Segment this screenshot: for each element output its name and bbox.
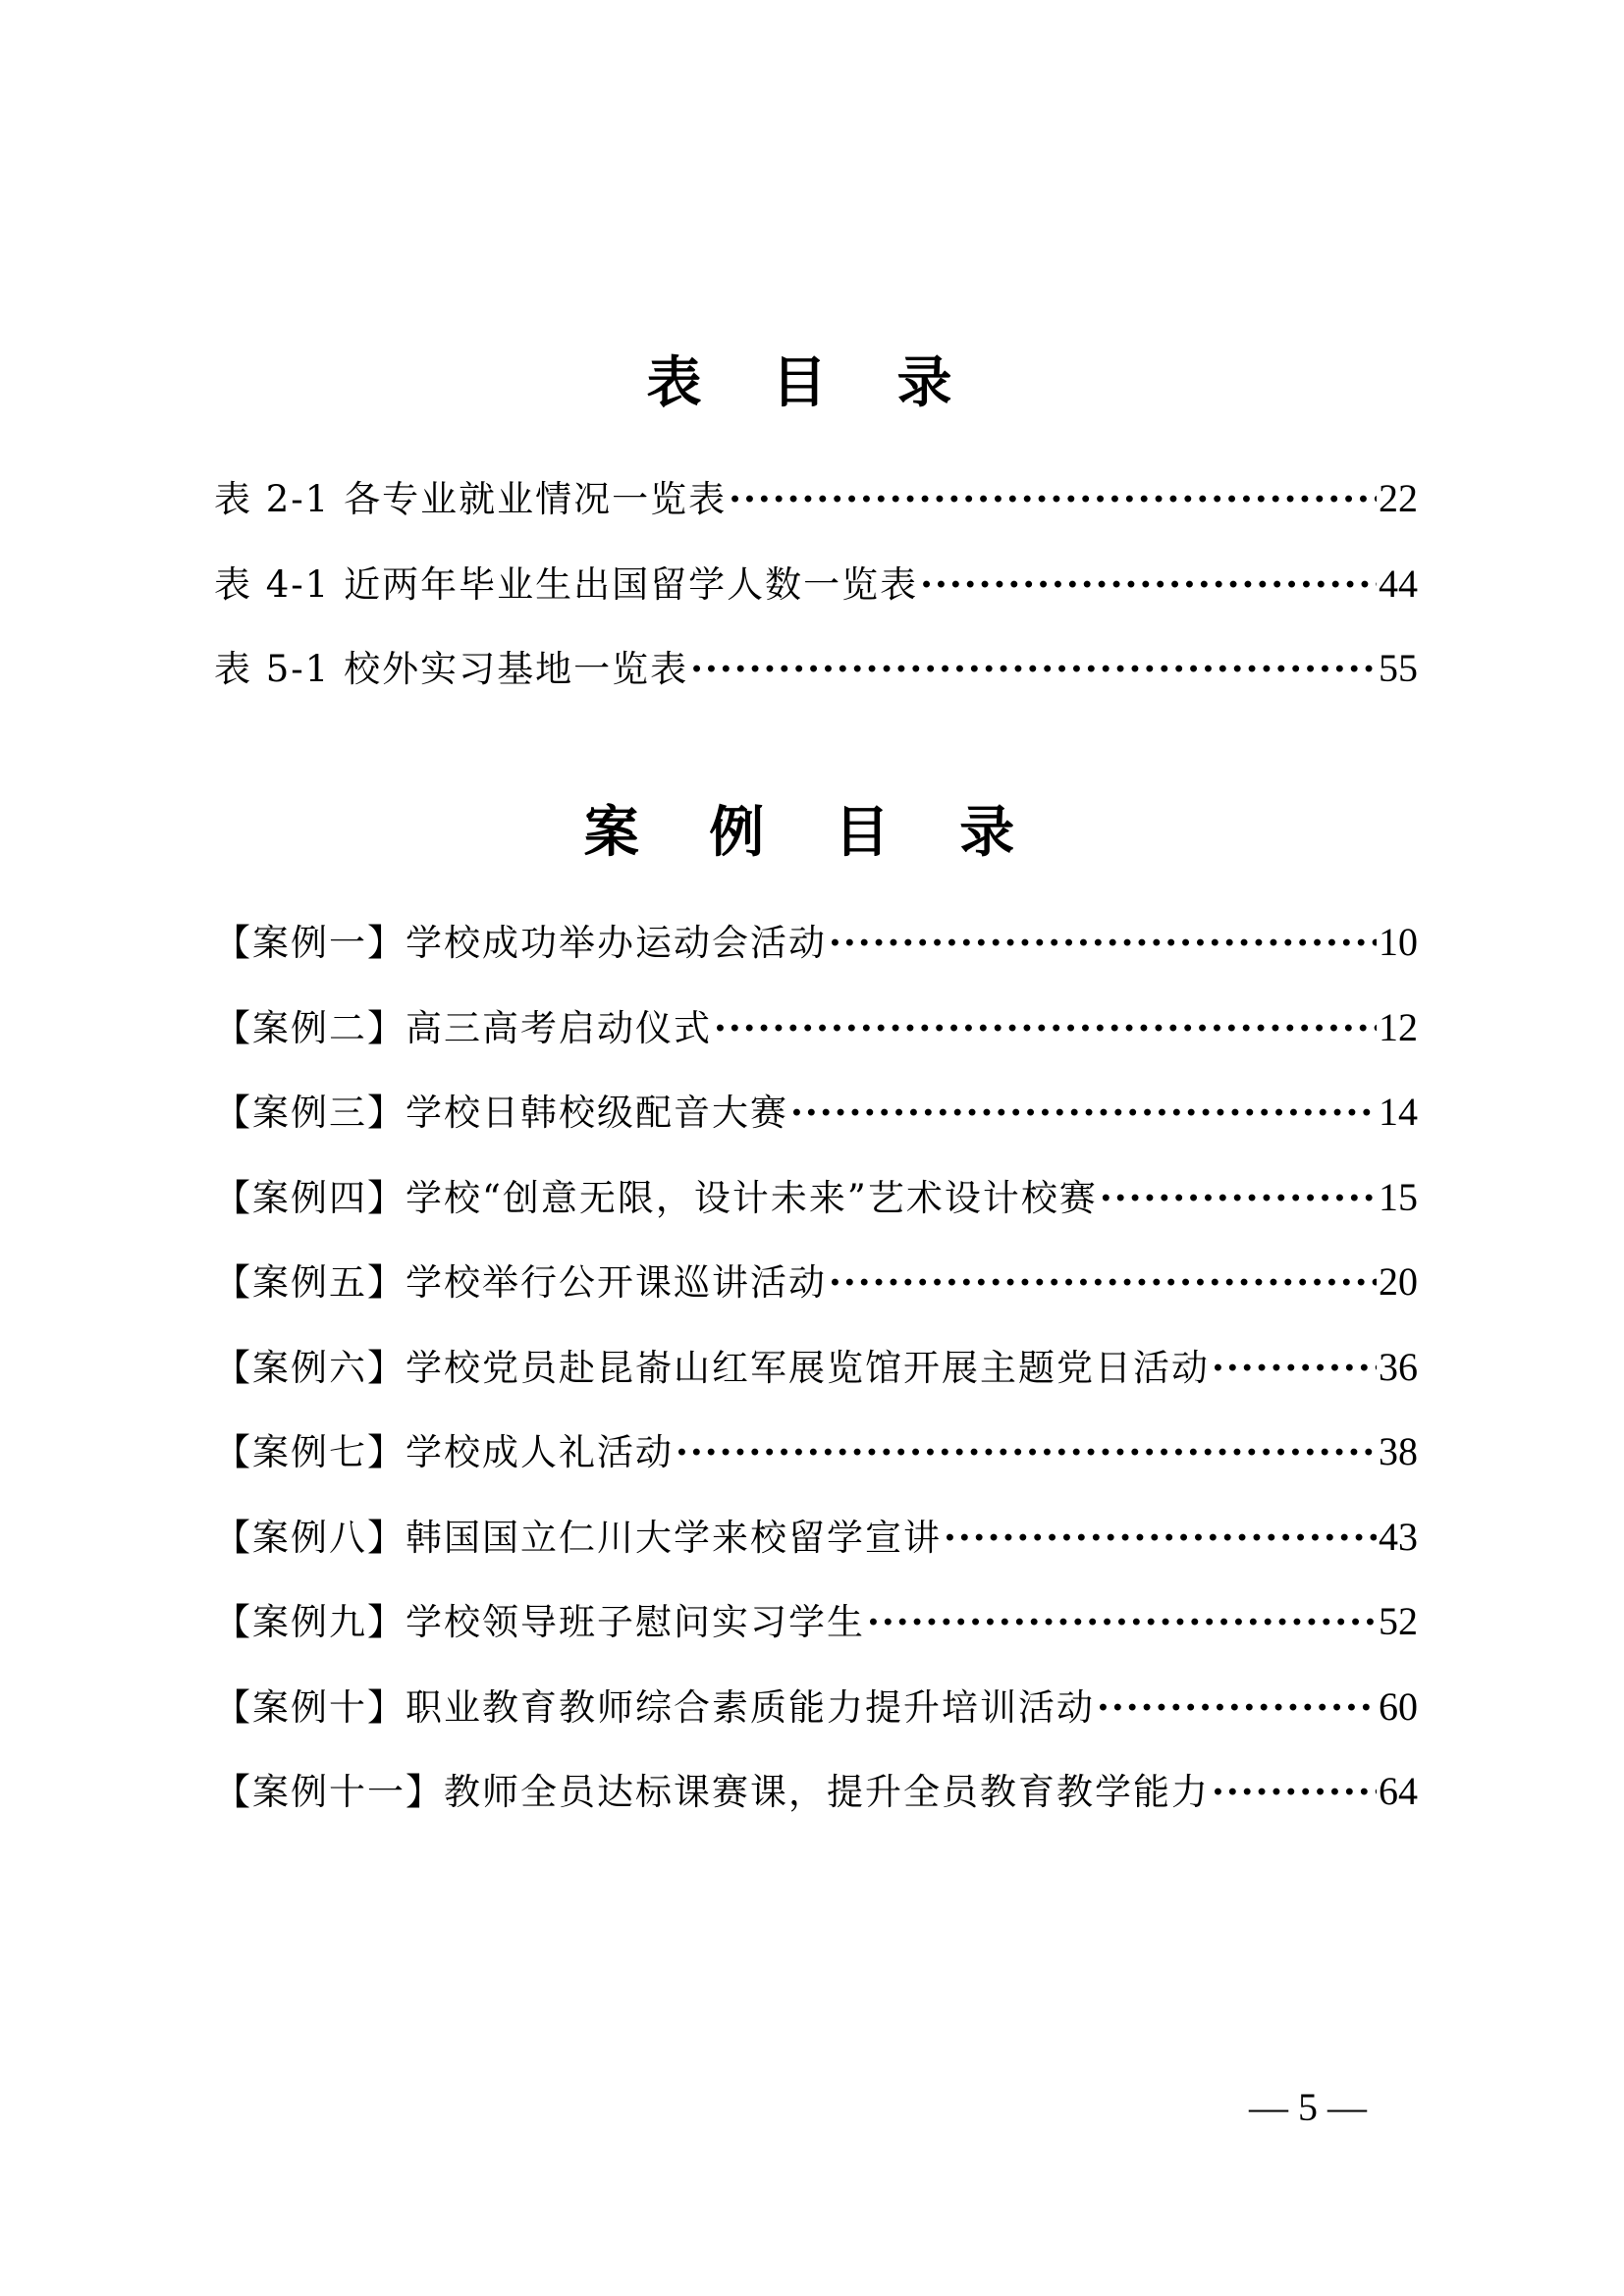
toc-entry-label: 【案例二】高三高考启动仪式 (214, 1006, 712, 1049)
tables-toc-title: 表 目 录 (646, 350, 978, 415)
dot-leader (1212, 1762, 1377, 1821)
toc-entry-case-5[interactable] (214, 1253, 1418, 1338)
toc-entry-case-7[interactable] (214, 1422, 1418, 1508)
toc-entry-page: 10 (1379, 920, 1418, 964)
toc-entry-label: 【案例七】学校成人礼活动 (214, 1431, 674, 1473)
toc-entry-label: 表 4-1 近两年毕业生出国留学人数一览表 (214, 562, 919, 606)
toc-entry-case-1[interactable] (214, 913, 1418, 998)
dot-leader (690, 639, 1377, 698)
toc-entry-page: 55 (1379, 646, 1418, 690)
dot-leader (920, 555, 1377, 614)
toc-entry-label: 【案例十】职业教育教师综合素质能力提升培训活动 (214, 1685, 1095, 1729)
toc-entry-case-6[interactable] (214, 1338, 1418, 1423)
toc-entry-label: 【案例三】学校日韩校级配音大赛 (214, 1092, 788, 1134)
dot-leader (676, 1422, 1377, 1481)
toc-entry-page: 64 (1379, 1769, 1418, 1813)
toc-entry-label: 表 5-1 校外实习基地一览表 (214, 648, 689, 690)
dot-leader (867, 1592, 1377, 1651)
dot-leader (829, 913, 1377, 972)
toc-entry-page: 43 (1379, 1514, 1418, 1559)
toc-entry-case-3[interactable] (214, 1083, 1418, 1168)
toc-entry-case-4[interactable] (214, 1168, 1418, 1254)
toc-entry-label: 【案例十一】教师全员达标课赛课，提升全员教育教学能力 (214, 1771, 1210, 1813)
page-number: — 5 — (1249, 2085, 1367, 2129)
toc-entry-table-2-1[interactable] (214, 469, 1418, 555)
toc-entry-label: 【案例八】韩国国立仁川大学来校留学宣讲 (214, 1516, 942, 1559)
toc-entry-case-11[interactable] (214, 1762, 1418, 1847)
toc-entry-case-8[interactable] (214, 1508, 1418, 1593)
toc-entry-label: 【案例一】学校成功举办运动会活动 (214, 922, 827, 964)
dot-leader (714, 998, 1377, 1057)
toc-entry-page: 38 (1379, 1429, 1418, 1473)
dot-leader (944, 1508, 1377, 1567)
toc-entry-case-10[interactable] (214, 1678, 1418, 1763)
dot-leader (829, 1253, 1377, 1311)
toc-entry-page: 14 (1379, 1090, 1418, 1134)
dot-leader (1212, 1338, 1377, 1397)
toc-entry-page: 22 (1379, 476, 1418, 520)
dot-leader (1097, 1678, 1377, 1736)
toc-entry-page: 52 (1379, 1599, 1418, 1643)
toc-entry-page: 20 (1379, 1259, 1418, 1304)
toc-entry-label: 【案例六】学校党员赴昆嵛山红军展览馆开展主题党日活动 (214, 1346, 1210, 1389)
toc-entry-page: 60 (1379, 1683, 1418, 1729)
dot-leader (729, 469, 1377, 528)
tables-toc-list (214, 469, 1418, 724)
toc-entry-page: 12 (1379, 1004, 1418, 1049)
toc-entry-case-9[interactable] (214, 1592, 1418, 1678)
toc-entry-case-2[interactable] (214, 998, 1418, 1084)
cases-toc-list (214, 913, 1418, 1847)
dot-leader (1100, 1168, 1377, 1227)
toc-entry-label: 【案例四】学校“创意无限，设计未来”艺术设计校赛 (214, 1176, 1098, 1219)
toc-entry-label: 【案例五】学校举行公开课巡讲活动 (214, 1261, 827, 1304)
toc-entry-table-5-1[interactable] (214, 639, 1418, 724)
toc-entry-page: 36 (1379, 1344, 1418, 1389)
cases-toc-title: 案 例 目 录 (583, 800, 1041, 865)
toc-entry-page: 44 (1379, 561, 1418, 606)
dot-leader (790, 1083, 1377, 1142)
toc-entry-label: 表 2-1 各专业就业情况一览表 (214, 478, 728, 520)
toc-entry-table-4-1[interactable] (214, 555, 1418, 640)
toc-entry-page: 15 (1379, 1174, 1418, 1219)
toc-entry-label: 【案例九】学校领导班子慰问实习学生 (214, 1601, 865, 1643)
